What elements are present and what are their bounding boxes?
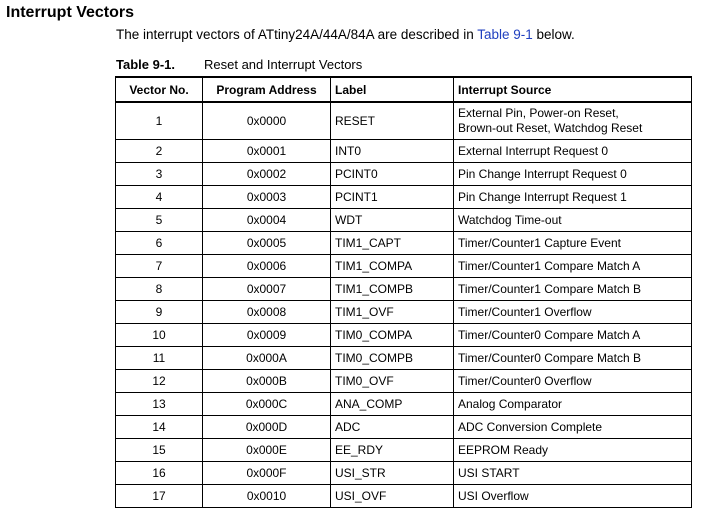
table-row <box>116 370 692 393</box>
interrupt-source-line: Timer/Counter1 Compare Match A <box>458 258 641 273</box>
table-caption <box>116 57 362 72</box>
interrupt-source-line: Pin Change Interrupt Request 0 <box>458 166 627 181</box>
table-row <box>116 301 692 324</box>
cell-vector-no: 1 <box>116 102 203 140</box>
cell-interrupt-source <box>454 186 692 209</box>
cell-label: USI_OVF <box>331 485 454 508</box>
cell-interrupt-source <box>454 102 692 140</box>
cell-program-address: 0x0004 <box>203 209 331 232</box>
table-row <box>116 186 692 209</box>
interrupt-source-line: Timer/Counter1 Capture Event <box>458 235 621 250</box>
table-row <box>116 462 692 485</box>
cell-interrupt-source <box>454 209 692 232</box>
cell-interrupt-source <box>454 278 692 301</box>
cell-program-address: 0x000B <box>203 370 331 393</box>
cell-interrupt-source <box>454 255 692 278</box>
cell-vector-no: 7 <box>116 255 203 278</box>
header-interrupt-source: Interrupt Source <box>454 77 692 102</box>
table-reference-link[interactable]: Table 9-1 <box>477 27 533 42</box>
interrupt-source-line: Brown-out Reset, Watchdog Reset <box>458 121 643 135</box>
cell-interrupt-source <box>454 347 692 370</box>
cell-label: PCINT0 <box>331 163 454 186</box>
table-row <box>116 439 692 462</box>
header-vector-no: Vector No. <box>116 77 203 102</box>
table-header-row <box>116 77 692 102</box>
table-row <box>116 347 692 370</box>
cell-program-address: 0x0003 <box>203 186 331 209</box>
cell-program-address: 0x0010 <box>203 485 331 508</box>
cell-program-address: 0x0006 <box>203 255 331 278</box>
interrupt-source-line: EEPROM Ready <box>458 442 549 457</box>
cell-vector-no: 11 <box>116 347 203 370</box>
cell-vector-no: 2 <box>116 140 203 163</box>
cell-interrupt-source <box>454 140 692 163</box>
cell-interrupt-source <box>454 163 692 186</box>
header-label: Label <box>331 77 454 102</box>
cell-vector-no: 10 <box>116 324 203 347</box>
cell-vector-no: 8 <box>116 278 203 301</box>
cell-interrupt-source <box>454 485 692 508</box>
cell-label: ADC <box>331 416 454 439</box>
table-caption-title: Reset and Interrupt Vectors <box>204 57 363 72</box>
intro-paragraph <box>116 27 575 42</box>
interrupt-source-line: USI Overflow <box>458 488 529 503</box>
table-row <box>116 140 692 163</box>
cell-vector-no: 4 <box>116 186 203 209</box>
cell-program-address: 0x000E <box>203 439 331 462</box>
cell-vector-no: 14 <box>116 416 203 439</box>
cell-program-address: 0x000A <box>203 347 331 370</box>
cell-label: INT0 <box>331 140 454 163</box>
cell-program-address: 0x0000 <box>203 102 331 140</box>
interrupt-source-line: Timer/Counter0 Compare Match A <box>458 327 641 342</box>
interrupt-source-line: Timer/Counter1 Overflow <box>458 304 592 319</box>
cell-interrupt-source <box>454 370 692 393</box>
cell-label: WDT <box>331 209 454 232</box>
table-row <box>116 232 692 255</box>
cell-interrupt-source <box>454 439 692 462</box>
cell-vector-no: 9 <box>116 301 203 324</box>
cell-interrupt-source <box>454 324 692 347</box>
interrupt-source-line: Watchdog Time-out <box>458 212 562 227</box>
cell-label: TIM1_COMPA <box>331 255 454 278</box>
cell-label: TIM0_COMPA <box>331 324 454 347</box>
interrupt-source-line: Pin Change Interrupt Request 1 <box>458 189 627 204</box>
interrupt-vectors-table <box>115 76 692 508</box>
table-row <box>116 163 692 186</box>
interrupt-source-line: Timer/Counter0 Compare Match B <box>458 350 641 365</box>
cell-vector-no: 6 <box>116 232 203 255</box>
cell-vector-no: 16 <box>116 462 203 485</box>
cell-vector-no: 15 <box>116 439 203 462</box>
table-row <box>116 393 692 416</box>
cell-interrupt-source <box>454 301 692 324</box>
interrupt-vectors-table-wrap <box>115 76 692 508</box>
cell-label: RESET <box>331 102 454 140</box>
cell-label: EE_RDY <box>331 439 454 462</box>
interrupt-source-line: ADC Conversion Complete <box>458 419 603 434</box>
cell-vector-no: 13 <box>116 393 203 416</box>
table-row <box>116 278 692 301</box>
table-row <box>116 324 692 347</box>
table-row <box>116 485 692 508</box>
cell-interrupt-source <box>454 232 692 255</box>
table-row <box>116 102 692 140</box>
cell-program-address: 0x0005 <box>203 232 331 255</box>
cell-label: USI_STR <box>331 462 454 485</box>
cell-label: TIM1_CAPT <box>331 232 454 255</box>
cell-vector-no: 3 <box>116 163 203 186</box>
header-program-address: Program Address <box>203 77 331 102</box>
table-caption-number: Table 9-1. <box>116 57 176 72</box>
cell-label: TIM1_OVF <box>331 301 454 324</box>
intro-text-before: The interrupt vectors of ATtiny24A/44A/84A are described in <box>116 27 478 42</box>
interrupt-source-line: Timer/Counter0 Overflow <box>458 373 592 388</box>
cell-program-address: 0x0009 <box>203 324 331 347</box>
interrupt-source-line: USI START <box>458 465 520 480</box>
table-row <box>116 416 692 439</box>
interrupt-source-line: External Interrupt Request 0 <box>458 143 609 158</box>
interrupt-source-line: Timer/Counter1 Compare Match B <box>458 281 641 296</box>
cell-label: PCINT1 <box>331 186 454 209</box>
cell-program-address: 0x000F <box>203 462 331 485</box>
cell-interrupt-source <box>454 416 692 439</box>
cell-vector-no: 5 <box>116 209 203 232</box>
cell-interrupt-source <box>454 462 692 485</box>
interrupt-source-line: Analog Comparator <box>458 396 563 411</box>
cell-program-address: 0x0007 <box>203 278 331 301</box>
cell-program-address: 0x000C <box>203 393 331 416</box>
cell-interrupt-source <box>454 393 692 416</box>
cell-label: TIM0_OVF <box>331 370 454 393</box>
cell-label: TIM1_COMPB <box>331 278 454 301</box>
cell-program-address: 0x0008 <box>203 301 331 324</box>
cell-program-address: 0x0002 <box>203 163 331 186</box>
table-row <box>116 255 692 278</box>
cell-label: TIM0_COMPB <box>331 347 454 370</box>
cell-vector-no: 17 <box>116 485 203 508</box>
cell-label: ANA_COMP <box>331 393 454 416</box>
table-row <box>116 209 692 232</box>
section-heading: Interrupt Vectors <box>6 4 135 21</box>
cell-program-address: 0x0001 <box>203 140 331 163</box>
cell-program-address: 0x000D <box>203 416 331 439</box>
interrupt-source-line: External Pin, Power-on Reset, <box>458 106 619 120</box>
intro-text-after: below. <box>532 27 575 42</box>
cell-vector-no: 12 <box>116 370 203 393</box>
table-body <box>116 102 692 508</box>
